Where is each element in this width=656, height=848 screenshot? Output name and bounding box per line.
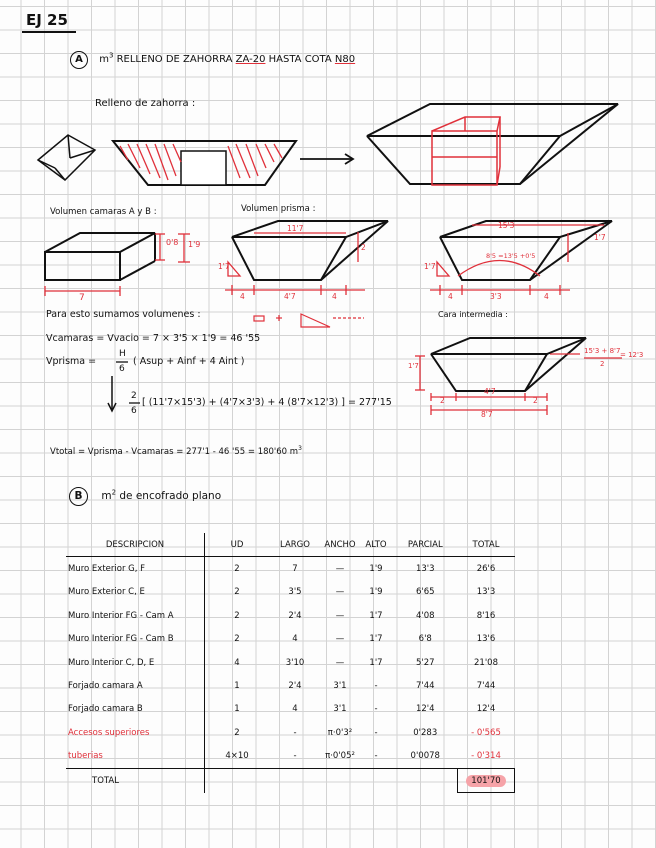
ci-b2: 4'7 [484, 387, 496, 396]
cell-parcial: 6'8 [418, 634, 432, 645]
vol-prisma-label: Volumen prisma : [241, 204, 316, 214]
cell-largo: 3'10 [285, 657, 305, 668]
cell-ud: 2 [205, 604, 270, 627]
ci-side: 1'7 [408, 362, 419, 370]
p2-b3: 4 [544, 292, 549, 301]
p1-b3: 4 [332, 292, 337, 301]
cell-parcial: 5'27 [415, 657, 435, 668]
cell-ud: 2 [205, 721, 270, 744]
cell-largo: 7 [292, 564, 298, 575]
table-row [66, 698, 515, 721]
table-row [66, 721, 515, 744]
ci-frac-num: 15'3 + 8'7 [584, 347, 621, 355]
cell-largo: 2'4 [288, 610, 302, 621]
page-title: EJ 25 [26, 11, 68, 29]
p2-b2: 3'3 [490, 292, 502, 301]
p2-b1: 4 [448, 292, 453, 301]
ci-total: 8'7 [481, 410, 493, 419]
table-row [66, 628, 515, 651]
p2-side: 1'7 [594, 233, 606, 242]
col-total: TOTAL [458, 533, 515, 557]
box-h1: 0'8 [166, 238, 179, 247]
relleno-label: Relleno de zahorra : [95, 98, 196, 109]
p1-b1: 4 [240, 292, 245, 301]
box-len: 7 [79, 293, 85, 303]
cell-alto: 1'9 [369, 587, 383, 598]
section-b-circle: B [69, 487, 88, 506]
cell-parcial: 0'0078 [410, 751, 440, 762]
cell-ud: 2 [205, 581, 270, 604]
cell-largo: 2'4 [288, 681, 302, 692]
col-alto: ALTO [359, 533, 393, 557]
section-a-cota: N80 [334, 54, 356, 65]
p2-arc: 8'5 =13'5 +0'5 [486, 252, 536, 260]
cell-desc: Muro Exterior C, E [68, 587, 145, 598]
cell-ancho: π·0'3² [327, 727, 353, 738]
section-b-unit: m [101, 490, 112, 502]
section-a-unit: m [99, 54, 109, 65]
cell-ud: 1 [205, 698, 270, 721]
cell-alto: - [374, 681, 378, 692]
cell-ancho: — [335, 634, 345, 645]
cell-ud: 4×10 [205, 745, 270, 769]
table-row [66, 557, 515, 581]
table-row [66, 651, 515, 674]
cell-desc: tuberias [68, 751, 103, 762]
formula-vtotal [50, 445, 302, 457]
formula-vtotal-text: Vtotal = Vprisma - Vcamaras = 277'1 - 46 '55 = 180'60 m [50, 446, 299, 457]
total-label: TOTAL [92, 775, 119, 786]
cell-desc: Forjado camara A [68, 681, 143, 692]
cell-alto: - [374, 727, 378, 738]
cell-ud: 4 [205, 651, 270, 674]
cell-alto: 1'7 [369, 634, 383, 645]
ci-b3: 2 [533, 396, 538, 405]
cell-total: 13'6 [476, 634, 496, 645]
formula-vprisma-den: 6 [119, 364, 125, 374]
cell-ancho: 3'1 [333, 704, 347, 715]
cell-total: - 0'314 [471, 751, 501, 762]
formula-vprisma-rhs: ( Asup + Ainf + 4 Aint ) [133, 356, 245, 367]
section-a-unit-exp: 3 [108, 51, 114, 60]
cell-total: 8'16 [476, 610, 496, 621]
cell-ud: 2 [205, 557, 270, 581]
cell-parcial: 4'08 [415, 610, 435, 621]
section-b-text: de encofrado plano [116, 490, 222, 502]
cell-desc: Muro Exterior G, F [68, 564, 146, 575]
cell-largo: 3'5 [288, 587, 302, 598]
section-a-text: RELLENO DE ZAHORRA [113, 54, 236, 65]
cell-desc: Forjado camara B [68, 704, 143, 715]
encofrado-table [66, 533, 515, 793]
cell-largo: - [293, 751, 297, 762]
cell-total: 12'4 [476, 704, 496, 715]
section-b-unit-exp: 2 [111, 488, 117, 497]
cell-desc: Accesos superiores [68, 727, 150, 738]
cell-ancho: — [335, 564, 345, 575]
vol-camaras-label: Volumen camaras A y B : [50, 207, 157, 217]
cell-desc: Muro Interior C, D, E [68, 657, 155, 668]
col-descripcion: DESCRIPCION [66, 533, 205, 557]
cell-largo: 4 [292, 634, 298, 645]
para-esto-label: Para esto sumamos volumenes : [46, 309, 201, 320]
formula-vprisma-lhs: Vprisma = [46, 356, 97, 367]
cell-total: 13'3 [476, 587, 496, 598]
box-h2: 1'9 [188, 240, 201, 249]
cell-ancho: 3'1 [333, 681, 347, 692]
expansion-body: [ (11'7×15'3) + (4'7×3'3) + 4 (8'7×12'3) ] = 277'15 [142, 397, 392, 408]
cell-total: 7'44 [476, 681, 496, 692]
cell-alto: - [374, 751, 378, 762]
cell-desc: Muro Interior FG - Cam A [68, 610, 174, 621]
cell-alto: 1'9 [369, 564, 383, 575]
table-total-row [66, 768, 515, 792]
cell-parcial: 0'283 [413, 727, 438, 738]
table-row [66, 581, 515, 604]
table-row [66, 674, 515, 697]
ci-frac-den: 2 [600, 360, 605, 368]
cell-ud: 1 [205, 674, 270, 697]
col-ancho: ANCHO [321, 533, 359, 557]
cell-largo: 4 [292, 704, 298, 715]
col-parcial: PARCIAL [393, 533, 458, 557]
formula-vcamaras: Vcamaras = Vvacio = 7 × 3'5 × 1'9 = 46 '55 [46, 333, 261, 344]
p1-small: 1'7 [218, 262, 230, 271]
cell-total: 26'6 [476, 564, 496, 575]
ci-b1: 2 [440, 396, 445, 405]
section-a-circle: A [70, 51, 88, 69]
expansion-den: 6 [131, 406, 137, 416]
cell-ancho: — [335, 610, 345, 621]
cell-largo: - [293, 727, 297, 738]
cell-parcial: 6'65 [415, 587, 435, 598]
p2-top: 15'3 [498, 221, 515, 230]
p1-b2: 4'7 [284, 292, 296, 301]
cell-parcial: 7'44 [415, 681, 435, 692]
formula-vtotal-sup: 3 [298, 445, 302, 452]
section-a-code: ZA-20 [235, 54, 266, 65]
cell-parcial: 12'4 [415, 704, 435, 715]
col-largo: LARGO [269, 533, 321, 557]
cell-alto: - [374, 704, 378, 715]
table-row [66, 745, 515, 769]
cell-ancho: — [335, 657, 345, 668]
table-row [66, 604, 515, 627]
expansion-num: 2 [131, 391, 137, 401]
p2-small: 1'7 [424, 262, 436, 271]
cell-total: - 0'565 [471, 727, 501, 738]
cell-ancho: — [335, 587, 345, 598]
cell-parcial: 13'3 [415, 564, 435, 575]
section-b-heading [69, 487, 221, 506]
col-ud: UD [205, 533, 270, 557]
table-header-row [66, 533, 515, 557]
cell-ancho: π·0'05² [325, 751, 355, 762]
cell-desc: Muro Interior FG - Cam B [68, 634, 174, 645]
cell-total: 21'08 [474, 657, 498, 668]
p1-side: 2 [361, 243, 366, 252]
table-body [66, 557, 515, 793]
cell-alto: 1'7 [369, 657, 383, 668]
cell-ud: 2 [205, 628, 270, 651]
formula-vprisma-num: H [119, 349, 126, 359]
ci-eq: = 12'3 [620, 351, 644, 359]
section-a-text-post: HASTA COTA [265, 54, 335, 65]
p1-top: 11'7 [287, 224, 304, 233]
cara-intermedia-label: Cara intermedia : [438, 310, 508, 319]
total-value: 101'70 [466, 775, 505, 787]
cell-alto: 1'7 [369, 610, 383, 621]
